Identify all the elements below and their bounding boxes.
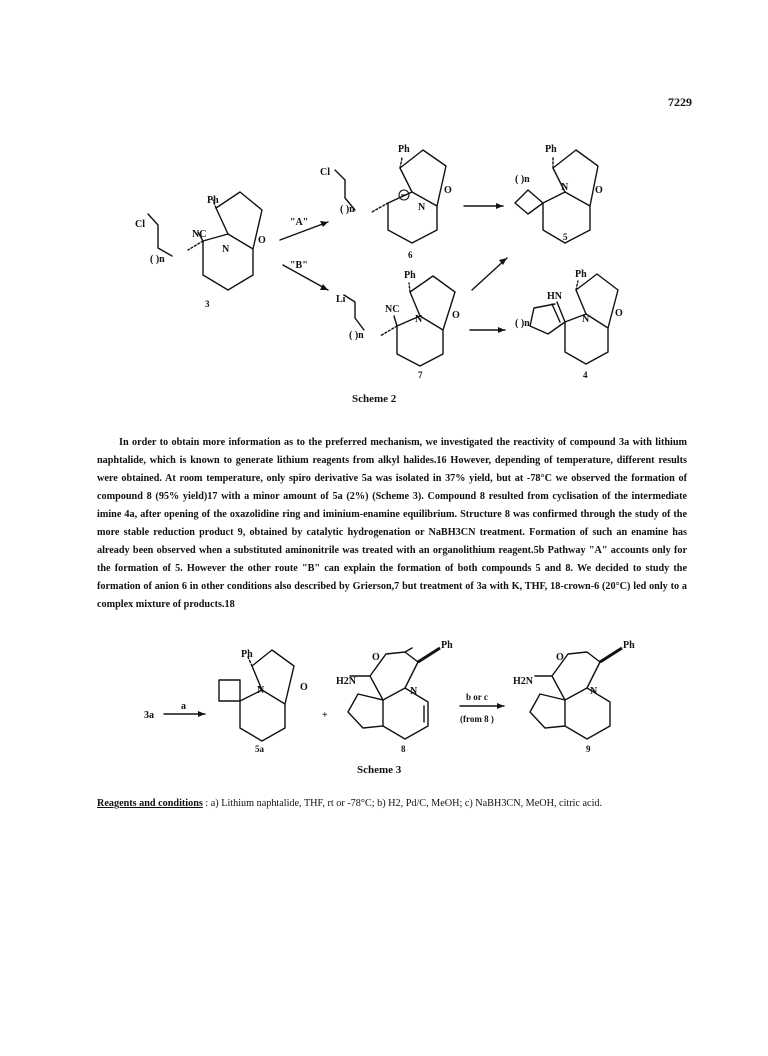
- compound-9-h2n-label: H2N: [513, 676, 533, 687]
- compound-3-n-chain-label: ( )n: [150, 254, 165, 265]
- compound-9-o-label: O: [556, 652, 564, 663]
- compound-6-o-label: O: [444, 185, 452, 196]
- compound-9-number: 9: [586, 744, 591, 754]
- reagents-text: : a) Lithium naphtalide, THF, rt or -78°C; b) H2, Pd/C, MeOH; c) NaBH3CN, MeOH, citric acid.: [202, 798, 603, 809]
- compound-5-o-label: O: [595, 185, 603, 196]
- scheme-3-diagram: [0, 635, 768, 785]
- compound-6-ph-label: Ph: [398, 144, 410, 155]
- compound-7-structure: [344, 276, 455, 366]
- compound-7-ph-label: Ph: [404, 270, 416, 281]
- compound-8-number: 8: [401, 744, 406, 754]
- arrow-a-label: "A": [290, 217, 309, 228]
- compound-5a-number: 5a: [255, 744, 264, 754]
- compound-7-n-label: N: [415, 314, 423, 325]
- reagents-heading: Reagents and conditions: [97, 798, 203, 809]
- compound-8-o-label: O: [372, 652, 380, 663]
- body-paragraph-container: [97, 434, 687, 614]
- scheme-3-arrow-a-label: a: [181, 701, 186, 712]
- compound-8-n-label: N: [410, 686, 418, 697]
- compound-9-structure: [530, 648, 622, 739]
- compound-4-structure: [530, 274, 618, 364]
- compound-7-number: 7: [418, 370, 423, 380]
- scheme-3-arrow-bc-label: b or c: [466, 692, 488, 702]
- compound-3-nc-label: NC: [192, 229, 207, 240]
- reagents-and-conditions: [97, 795, 687, 813]
- compound-5a-o-label: O: [300, 682, 308, 693]
- compound-3-number: 3: [205, 299, 210, 309]
- body-paragraph: In order to obtain more information as to the preferred mechanism, we investigated the reactivity of compound 3a with lithium naphtalide, which is known to generate lithium reagents from alkyl halides.16 However, depending of temperature, different results were obtained. At room temperature, only spiro derivative 5a was isolated in 37% yield, but at -78°C we observed the formation of compound 8 (95% yield)17 with a minor amount of 5a (2%) (Scheme 3). Compound 8 resulted from cyclisation of the intermediate imine 4a, after opening of the oxazolidine ring and iminium-enamine equilibrium. Structure 8 was confirmed through the study of the more stable reduction product 9, obtained by catalytic hydrogenation or NaBH3CN treatment. Formation of such an enamine has already been observed when a substituted aminonitrile was treated with an organolithium reagent.5b Pathway "A" accounts only for the formation of 5. However the other route "B" can explain the formation of both compounds 5 and 8. We decided to study the formation of anion 6 in other conditions also described by Grierson,7 but treatment of 3a with K, THF, 18-crown-6 (20°C) led only to a complex mixture of products.18: [97, 437, 687, 610]
- scheme-3-start-label: 3a: [144, 710, 154, 721]
- scheme-2-diagram: [0, 135, 768, 415]
- compound-8-h2n-label: H2N: [336, 676, 356, 687]
- compound-6-n-chain-label: ( )n: [340, 204, 355, 215]
- compound-3-o-label: O: [258, 235, 266, 246]
- arrow-b-label: "B": [290, 260, 308, 271]
- compound-4-o-label: O: [615, 308, 623, 319]
- scheme-3-from-8-label: (from 8 ): [460, 714, 494, 724]
- compound-3-structure: [148, 192, 262, 290]
- compound-9-ph-label: Ph: [623, 640, 635, 651]
- compound-4-n-ring-label: ( )n: [515, 318, 530, 329]
- compound-4-number: 4: [583, 370, 588, 380]
- compound-7-li-label: Li: [336, 294, 346, 305]
- compound-6-cl-label: Cl: [320, 167, 330, 178]
- scheme-3-plus: +: [322, 710, 328, 721]
- compound-6-structure: [335, 150, 446, 243]
- scheme-2-caption: Scheme 2: [352, 393, 397, 405]
- compound-4-hn-label: HN: [547, 291, 562, 302]
- compound-9-n-label: N: [590, 686, 598, 697]
- compound-3-cl-label: Cl: [135, 219, 145, 230]
- compound-8-ph-label: Ph: [441, 640, 453, 651]
- compound-3-n-label: N: [222, 244, 230, 255]
- compound-8-structure: [348, 648, 440, 739]
- compound-6-number: 6: [408, 250, 413, 260]
- compound-7-n-chain-label: ( )n: [349, 330, 364, 341]
- compound-5-n-ring-label: ( )n: [515, 174, 530, 185]
- scheme-3-caption: Scheme 3: [357, 764, 402, 776]
- compound-3-ph-label: Ph: [207, 195, 219, 206]
- compound-5-number: 5: [563, 232, 568, 242]
- compound-7-o-label: O: [452, 310, 460, 321]
- compound-6-n-label: N: [418, 202, 426, 213]
- compound-5-n-label: N: [561, 182, 569, 193]
- compound-5-ph-label: Ph: [545, 144, 557, 155]
- compound-5a-n-label: N: [257, 685, 265, 696]
- compound-4-n-label: N: [582, 314, 590, 325]
- compound-5a-ph-label: Ph: [241, 649, 253, 660]
- compound-7-nc-label: NC: [385, 304, 400, 315]
- compound-5-structure: [515, 150, 598, 243]
- compound-4-ph-label: Ph: [575, 269, 587, 280]
- page-number: 7229: [668, 95, 692, 109]
